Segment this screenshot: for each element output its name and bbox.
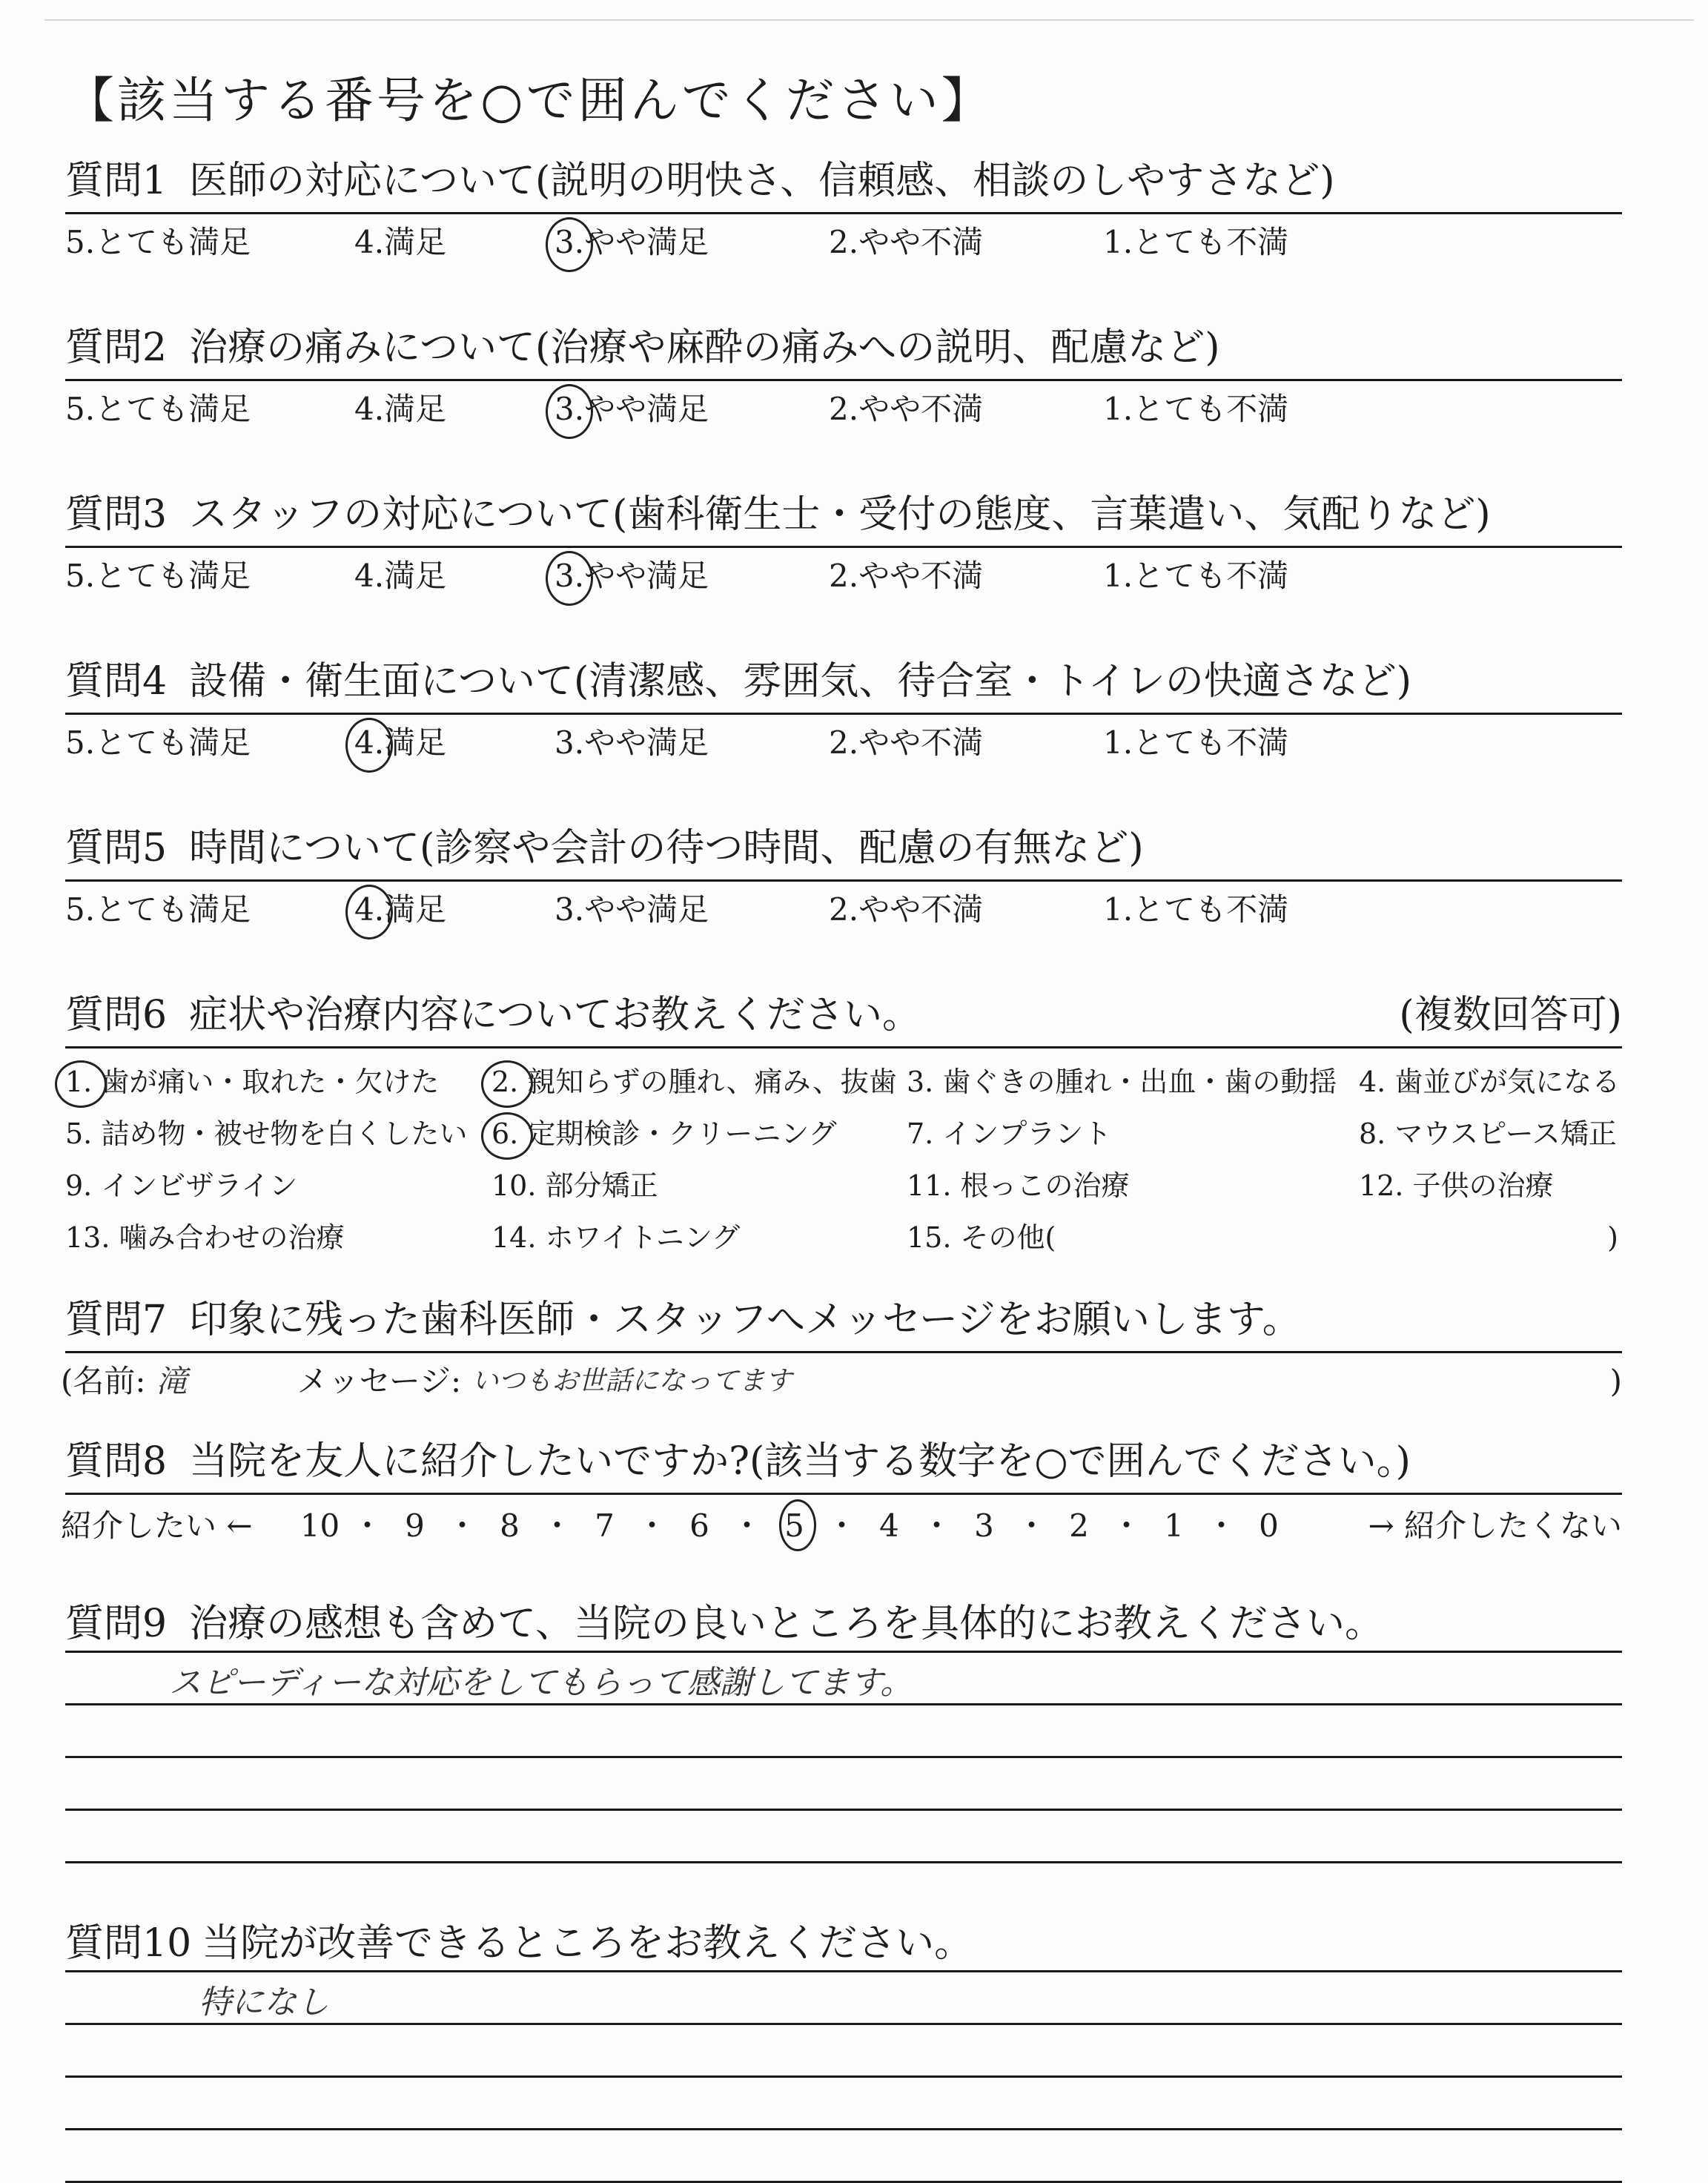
name-label: (名前: [61,1363,146,1399]
question-text: 当院が改善できるところをお教えください。 [202,1921,973,1966]
scale-separator: ・ [731,1507,763,1544]
selection-circle [546,551,593,606]
multiple-answer-note: (複数回答可) [1399,993,1622,1037]
question-number: 質問4 [65,659,168,704]
option-label: とても満足 [95,558,251,594]
option-label: 満足 [384,558,447,594]
selection-circle [779,1499,816,1551]
answer-rule [65,379,1622,381]
option-number: 1. [1103,558,1133,594]
option-label: やや不満 [858,391,984,427]
name-value[interactable]: 滝 [156,1363,188,1399]
rating-option[interactable] [829,721,1103,768]
selection-circle [546,384,593,439]
option-number: 4. [354,391,385,427]
selection-circle [481,1112,533,1160]
symptom-option[interactable] [1359,1160,1618,1212]
answer-rule [65,1046,1622,1048]
good-points-answer[interactable]: スピーディーな対応をしてもらって感謝してます。 [169,1664,913,1702]
rating-option[interactable] [354,554,555,601]
option-label: とても不満 [1133,558,1289,594]
option-number: 3. [555,724,585,761]
answer-rule [65,546,1622,548]
symptom-option-label: 2. 親知らずの腫れ、痛み、抜歯 [491,1066,897,1098]
improvement-answer[interactable]: 特になし [199,1984,329,2021]
option-label: やや満足 [584,224,709,260]
option-label: とても満足 [95,891,251,928]
option-number: 3. [555,891,585,928]
option-number: 4. [354,558,385,594]
option-label: やや満足 [584,558,709,594]
option-number: 1. [1103,724,1133,761]
answer-rule [65,1351,1622,1353]
symptom-option-label: 10. 部分矯正 [491,1169,658,1202]
scale-value-text: 0 [1259,1507,1279,1544]
rating-options [65,387,1622,435]
survey-page [61,65,1622,2183]
question-number: 質問8 [65,1439,168,1484]
symptom-option[interactable] [1359,1056,1621,1108]
option-label: とても不満 [1133,391,1289,427]
option-label: やや不満 [858,724,984,761]
option-number: 3. [555,391,585,427]
rating-option[interactable] [829,387,1103,435]
option-number: 2. [829,724,859,761]
question-text: 治療の痛みについて(治療や麻酔の痛みへの説明、配慮など) [189,326,1220,370]
question-2 [65,321,1622,435]
scale-value[interactable] [677,1502,723,1550]
symptom-option-label: 11. 根っこの治療 [907,1169,1130,1202]
question-8 [61,1435,1622,1550]
rating-option[interactable] [65,888,354,935]
option-label: やや満足 [584,891,709,928]
option-label: とても満足 [95,724,251,761]
question-number: 質問10 [65,1921,192,1966]
scale-value[interactable] [1246,1502,1292,1550]
option-number: 4. [354,891,385,928]
question-text: 症状や治療内容についてお教えください。 [189,993,921,1037]
rating-option[interactable] [555,220,829,268]
scale-value-text: 1 [1164,1507,1184,1544]
page-title: 【該当する番号を○で囲んでください】 [65,72,993,129]
rating-options [65,888,1622,935]
symptom-option-label: 1. 歯が痛い・取れた・欠けた [65,1066,440,1098]
option-number: 4. [354,724,385,761]
option-label: とても不満 [1133,224,1289,260]
symptom-option-label: 4. 歯並びが気になる [1359,1066,1621,1098]
option-number: 1. [1103,391,1133,427]
scale-separator: ・ [541,1507,573,1544]
scale-value-text: 3 [974,1507,994,1544]
option-number: 3. [555,224,585,260]
question-text: 医師の対応について(説明の明快さ、信頼感、相談のしやすさなど) [189,159,1335,203]
message-value[interactable]: いつもお世話になってます [471,1366,792,1396]
answer-lines [65,1970,1622,2183]
scale-value[interactable] [867,1502,913,1550]
rating-option[interactable] [354,888,555,935]
option-label: やや不満 [858,891,984,928]
question-5 [65,822,1622,935]
option-label: とても不満 [1133,724,1289,761]
scale-separator: ・ [636,1507,668,1544]
question-text: 治療の感想も含めて、当院の良いところを具体的にお教えください。 [189,1602,1384,1646]
rating-option[interactable] [65,387,354,435]
option-number: 1. [1103,224,1133,260]
selection-circle [546,217,593,272]
scale-value-text: 8 [500,1507,520,1544]
question-text: 当院を友人に紹介したいですか?(該当する数字を○で囲んでください。) [189,1439,1411,1484]
rating-option[interactable] [829,220,1103,268]
symptom-option-label: 8. マウスピース矯正 [1359,1117,1617,1150]
symptom-option[interactable] [1359,1212,1618,1264]
spacer [65,268,1622,321]
question-text: 印象に残った歯科医師・スタッフへメッセージをお願いします。 [189,1298,1301,1342]
symptom-option-label: 14. ホワイトニング [491,1221,741,1254]
option-number: 5. [65,391,96,427]
option-number: 5. [65,558,96,594]
symptom-option[interactable] [65,1056,491,1108]
scale-separator: ・ [1110,1507,1142,1544]
scale-value[interactable] [772,1502,818,1550]
rating-option[interactable] [1103,888,1377,935]
question-3 [65,488,1622,601]
symptom-options [65,1056,1622,1264]
message-row [61,1358,1622,1405]
rating-option[interactable] [1103,387,1377,435]
selection-circle [345,718,393,773]
option-label: 満足 [384,224,447,260]
option-label: やや満足 [584,724,709,761]
symptom-option-label: 5. 詰め物・被せ物を白くしたい [65,1117,468,1150]
symptom-option-label: 9. インビザライン [65,1169,298,1202]
rating-questions [65,154,1622,988]
option-number: 5. [65,724,96,761]
question-number: 質問1 [65,159,168,203]
answer-rule [65,879,1622,882]
rating-option[interactable] [555,554,829,601]
rating-option[interactable] [555,888,829,935]
symptom-option-label: 15. その他( [907,1221,1056,1254]
option-label: やや不満 [858,558,984,594]
scale-separator: ・ [351,1507,383,1544]
scale-value-text: 4 [879,1507,899,1544]
scale-separator: ・ [826,1507,858,1544]
selection-circle [345,885,393,939]
scale-value-text: 5 [784,1507,804,1544]
scale-right-label: → 紹介したくない [1368,1507,1622,1544]
rating-options [65,721,1622,768]
symptom-option-label: 13. 噛み合わせの治療 [65,1221,345,1254]
option-number: 5. [65,224,96,260]
symptom-option[interactable] [65,1160,491,1212]
rating-option[interactable] [1103,554,1377,601]
scale-value-text: 9 [405,1507,425,1544]
question-6 [65,988,1622,1264]
option-label: 満足 [384,391,447,427]
spacer [65,435,1622,488]
spacer [65,935,1622,988]
spacer [65,768,1622,822]
question-number: 質問6 [65,993,168,1037]
question-9 [65,1597,1622,1863]
option-number: 1. [1103,891,1133,928]
symptom-option[interactable] [907,1056,1359,1108]
spacer [65,601,1622,655]
question-text: スタッフの対応について(歯科衛生士・受付の態度、言葉遣い、気配りなど) [189,492,1491,537]
scale-value-text: 7 [595,1507,615,1544]
message-label: メッセージ: [297,1363,462,1399]
option-number: 2. [829,558,859,594]
symptom-option[interactable] [65,1212,491,1264]
answer-rule [65,1493,1622,1495]
symptom-option[interactable] [65,1108,491,1160]
symptom-option[interactable] [491,1160,907,1212]
rating-options [65,554,1622,601]
rating-option[interactable] [829,554,1103,601]
question-number: 質問2 [65,326,168,370]
symptom-option-label: 6. 定期検診・クリーニング [491,1117,837,1150]
rating-option[interactable] [354,220,555,268]
symptom-option[interactable] [1359,1108,1618,1160]
scale-value[interactable] [961,1502,1007,1550]
option-number: 3. [555,558,585,594]
rating-option[interactable] [555,721,829,768]
scale-value-text: 2 [1069,1507,1089,1544]
answer-rule [65,713,1622,715]
question-number: 質問5 [65,826,168,871]
rating-option[interactable] [65,554,354,601]
answer-lines [65,1651,1622,1863]
rating-options [65,220,1622,268]
question-7 [61,1293,1622,1405]
option-number: 5. [65,891,96,928]
symptom-option[interactable] [907,1212,1359,1264]
scale-value[interactable] [487,1502,533,1550]
rating-option[interactable] [354,721,555,768]
option-label: やや不満 [858,224,984,260]
answer-rule [65,212,1622,214]
question-10 [65,1917,1622,2183]
scale-value[interactable] [1151,1502,1197,1550]
question-text: 設備・衛生面について(清潔感、雰囲気、待合室・トイレの快適さなど) [189,659,1412,704]
answer-rule [65,1861,1622,1863]
scale-value-text: 6 [689,1507,709,1544]
symptom-option[interactable] [491,1108,907,1160]
option-label: やや満足 [584,391,709,427]
selection-circle [55,1060,107,1108]
symptom-option[interactable] [907,1160,1359,1212]
scale-value-text: 10 [299,1507,340,1544]
rating-option[interactable] [65,220,354,268]
scale-value[interactable] [1056,1502,1102,1550]
scale-left-label: 紹介したい ← [61,1507,253,1544]
option-label: 満足 [384,891,447,928]
top-edge-line [44,19,1694,21]
rating-option[interactable] [829,888,1103,935]
symptom-option[interactable] [491,1056,907,1108]
scale-value[interactable] [297,1502,343,1550]
rating-option[interactable] [1103,721,1377,768]
symptom-option[interactable] [491,1212,907,1264]
question-number: 質問7 [65,1298,168,1342]
option-label: とても満足 [95,224,251,260]
selection-circle [481,1060,533,1108]
scale-separator: ・ [446,1507,478,1544]
option-label: とても満足 [95,391,251,427]
scale-separator: ・ [921,1507,953,1544]
symptom-option[interactable] [907,1108,1359,1160]
rating-option[interactable] [354,387,555,435]
symptom-option-label: 7. インプラント [907,1117,1112,1150]
symptom-option-label: 3. 歯ぐきの腫れ・出血・歯の動揺 [907,1066,1337,1098]
option-number: 2. [829,891,859,928]
rating-option[interactable] [1103,220,1377,268]
option-number: 2. [829,224,859,260]
option-number: 4. [354,224,385,260]
symptom-option-label: ) [1607,1221,1618,1254]
question-1 [65,154,1622,268]
recommend-scale [61,1502,1622,1550]
question-4 [65,655,1622,768]
question-number: 質問9 [65,1602,168,1646]
question-text: 時間について(診察や会計の待つ時間、配慮の有無など) [189,826,1144,871]
close-paren: ) [1609,1363,1622,1399]
rating-option[interactable] [555,387,829,435]
option-label: とても不満 [1133,891,1289,928]
rating-option[interactable] [65,721,354,768]
scale-value[interactable] [582,1502,628,1550]
scale-separator: ・ [1016,1507,1047,1544]
option-label: 満足 [384,724,447,761]
symptom-option-label: 12. 子供の治療 [1359,1169,1554,1202]
scale-separator: ・ [1205,1507,1237,1544]
option-number: 2. [829,391,859,427]
question-number: 質問3 [65,492,168,537]
scale-value[interactable] [392,1502,438,1550]
